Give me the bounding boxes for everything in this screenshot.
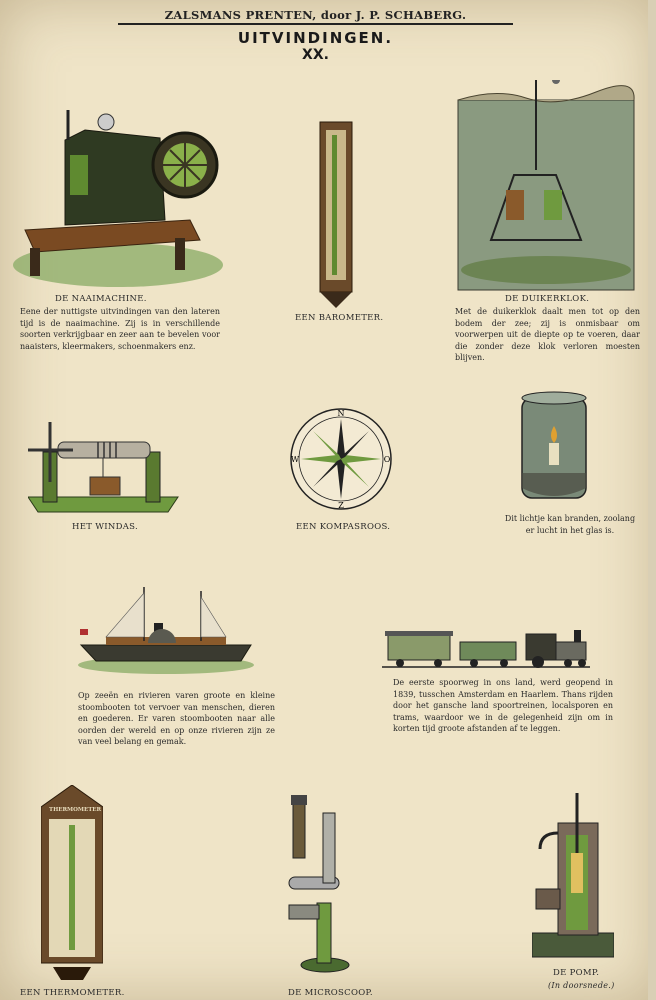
diving-bell-illustration <box>456 80 636 292</box>
diving-bell-caption: DE DUIKERKLOK. <box>505 294 590 304</box>
train-illustration <box>382 624 592 670</box>
paper-edge <box>648 0 656 1000</box>
candle-jar-text: Dit lichtje kan branden, zoolang er lucht in het glas is. <box>504 514 636 535</box>
pump-caption: DE POMP. <box>553 968 600 978</box>
sewing-machine-caption: DE NAAIMACHINE. <box>55 294 147 304</box>
compass-letter-n: N <box>337 409 345 418</box>
microscope-caption: DE MICROSCOOP. <box>288 988 373 998</box>
thermometer-illustration <box>41 785 103 980</box>
pump-illustration <box>532 793 614 958</box>
thermometer-label: THERMOMETER <box>49 807 102 813</box>
train-text: De eerste spoorweg in ons land, werd geopend in 1839, tusschen Amsterdam en Haarlem. Thans rijden door het gansche land spoortreinen, localsporen en trams, waardoor we in de gelegenheid zijn om in korten tijd groote afstanden af te leggen. <box>393 678 613 733</box>
plate-number: XX. <box>302 47 329 63</box>
compass-rose-caption: EEN KOMPASROOS. <box>296 522 391 532</box>
header <box>118 8 513 63</box>
steamboat-text: Op zeeën en rivieren varen groote en kleine stoombooten tot vervoer van menschen, dieren en goederen. Er varen stoombooten naar alle oorden der wereld en op onze rivieren zijn ze van veel belang en gemak. <box>78 691 275 746</box>
steamboat-illustration <box>76 585 256 677</box>
windlass-illustration <box>28 422 183 517</box>
header-rule <box>118 23 513 25</box>
publisher-line: ZALSMANS PRENTEN, door J. P. SCHABERG. <box>164 8 467 22</box>
compass-letter-s: Z <box>338 501 344 510</box>
diving-bell-text: Met de duikerklok daalt men tot op den bodem der zee; zij is onmisbaar om voorwerpen uit de diepte op te voeren, daar die zonder deze klok verloren moesten blijven. <box>455 307 640 362</box>
page-title: UITVINDINGEN. <box>237 29 394 47</box>
candle-jar-illustration <box>518 388 590 506</box>
barometer-caption: EEN BAROMETER. <box>295 313 384 323</box>
compass-letter-e: O <box>383 455 391 464</box>
compass-letter-w: W <box>290 455 300 464</box>
sewing-machine-text: Eene der nuttigste uitvindingen van den lateren tijd is de naaimachine. Zij is in verschillende soorten verkrijgbaar en zeer aan te bevelen voor naaisters, kleermakers, schoenmakers enz. <box>20 307 220 351</box>
thermometer-caption: EEN THERMOMETER. <box>20 988 125 998</box>
compass-rose-illustration <box>289 407 393 511</box>
windlass-caption: HET WINDAS. <box>72 522 138 532</box>
microscope-illustration <box>283 793 365 975</box>
pump-subcaption: (In doorsnede.) <box>548 981 615 990</box>
sewing-machine-illustration <box>10 100 225 292</box>
barometer-illustration <box>316 120 356 310</box>
